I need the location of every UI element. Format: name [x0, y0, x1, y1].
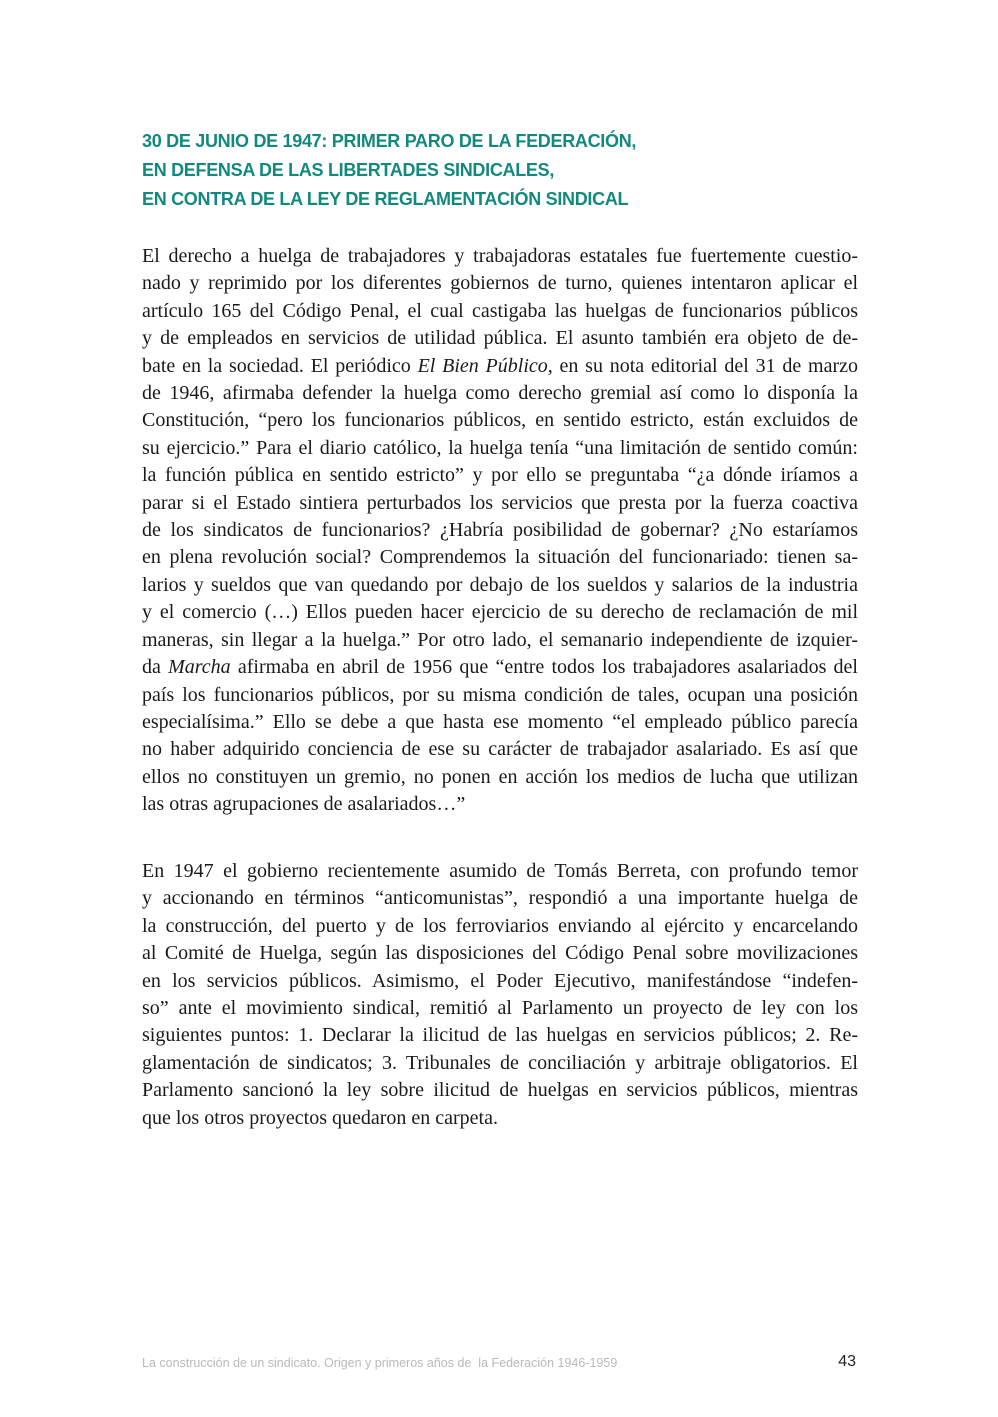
- text-line: En 1947 el gobierno recientemente asumido de Tomás Berreta, con profundo temor: [142, 860, 858, 882]
- text-line: parar si el Estado sintiera perturbados los servicios que presta por la fuerza coactiva: [142, 491, 858, 514]
- text-line: Constitución, “pero los funcionarios públicos, en sentido estricto, están excluidos de: [142, 409, 858, 432]
- text-line: artículo 165 del Código Penal, el cual castigaba las huelgas de funcionarios públicos: [142, 299, 858, 322]
- text-line: de 1946, afirmaba defender la huelga como derecho gremial así como lo disponía la: [142, 382, 858, 405]
- text-line: la construcción, del puerto y de los ferroviarios enviando al ejército y encarcelando: [142, 914, 858, 937]
- text-line: la función pública en sentido estricto” y por ello se preguntaba “¿a dónde iríamos a: [142, 464, 858, 487]
- heading-line: 30 DE JUNIO DE 1947: PRIMER PARO DE LA FEDERACIÓN,: [142, 131, 637, 151]
- text-line: so” ante el movimiento sindical, remitió al Parlamento un proyecto de ley con los: [142, 997, 858, 1020]
- text-line: El derecho a huelga de trabajadores y trabajadoras estatales fue fuertemente cuestio-: [142, 245, 858, 267]
- text-line: al Comité de Huelga, según las disposiciones del Código Penal sobre movilizaciones: [142, 942, 858, 965]
- text-line: maneras, sin llegar a la huelga.” Por otro lado, el semanario independiente de izquier-: [142, 628, 858, 651]
- body-paragraph-1: [142, 243, 858, 819]
- text-line: glamentación de sindicatos; 3. Tribunales de conciliación y arbitraje obligatorios. El: [142, 1051, 858, 1074]
- text-line: su ejercicio.” Para el diario católico, la huelga tenía “una limitación de sentido común:: [142, 436, 858, 459]
- text-line: [142, 654, 858, 681]
- text-fragment: afirmaba en abril de 1956 que “entre todos los trabajadores asalariados del: [230, 656, 858, 679]
- text-fragment: bate en la sociedad. El periódico: [142, 354, 418, 377]
- text-line: no haber adquirido conciencia de ese su carácter de trabajador asalariado. Es así que: [142, 738, 858, 761]
- text-line: siguientes puntos: 1. Declarar la ilicitud de las huelgas en servicios públicos; 2. Re-: [142, 1024, 858, 1047]
- body-paragraph-2: [142, 858, 858, 1132]
- text-fragment: da: [142, 656, 169, 679]
- text-line: [142, 353, 858, 380]
- text-line: y accionando en términos “anticomunistas”, respondió a una importante huelga de: [142, 887, 858, 910]
- heading-line: EN DEFENSA DE LAS LIBERTADES SINDICALES,: [142, 160, 555, 180]
- text-line: que los otros proyectos quedaron en carpeta.: [142, 1106, 498, 1129]
- publication-title: El Bien Público: [417, 354, 548, 377]
- page-number: 43: [838, 1353, 856, 1370]
- text-line: especialísima.” Ello se debe a que hasta ese momento “el empleado público parecía: [142, 710, 858, 733]
- text-line: larios y sueldos que van quedando por debajo de los sueldos y salarios de la industria: [142, 573, 858, 596]
- running-footer: La construcción de un sindicato. Origen y primeros años de la Federación 1946-1959: [142, 1356, 618, 1370]
- text-line: ellos no constituyen un gremio, no ponen en acción los medios de lucha que utilizan: [142, 765, 858, 788]
- text-line: Parlamento sancionó la ley sobre ilicitud de huelgas en servicios públicos, mientras: [142, 1079, 858, 1102]
- text-line: y el comercio (…) Ellos pueden hacer ejercicio de su derecho de reclamación de mil: [142, 601, 858, 624]
- text-line: nado y reprimido por los diferentes gobiernos de turno, quienes intentaron aplicar el: [142, 272, 858, 295]
- text-line: en los servicios públicos. Asimismo, el Poder Ejecutivo, manifestándose “indefen-: [142, 969, 858, 992]
- text-line: y de empleados en servicios de utilidad pública. El asunto también era objeto de de-: [142, 327, 858, 350]
- text-line: de los sindicatos de funcionarios? ¿Habría posibilidad de gobernar? ¿No estaríamos: [142, 519, 858, 542]
- text-line: las otras agrupaciones de asalariados…”: [142, 793, 466, 816]
- heading-line: EN CONTRA DE LA LEY DE REGLAMENTACIÓN SINDICAL: [142, 189, 629, 209]
- text-fragment: , en su nota editorial del 31 de marzo: [547, 354, 858, 377]
- publication-title: Marcha: [168, 656, 231, 679]
- text-line: en plena revolución social? Comprendemos la situación del funcionariado: tienen sa-: [142, 546, 858, 569]
- section-heading: [142, 127, 862, 214]
- text-line: país los funcionarios públicos, por su misma condición de tales, ocupan una posición: [142, 683, 858, 706]
